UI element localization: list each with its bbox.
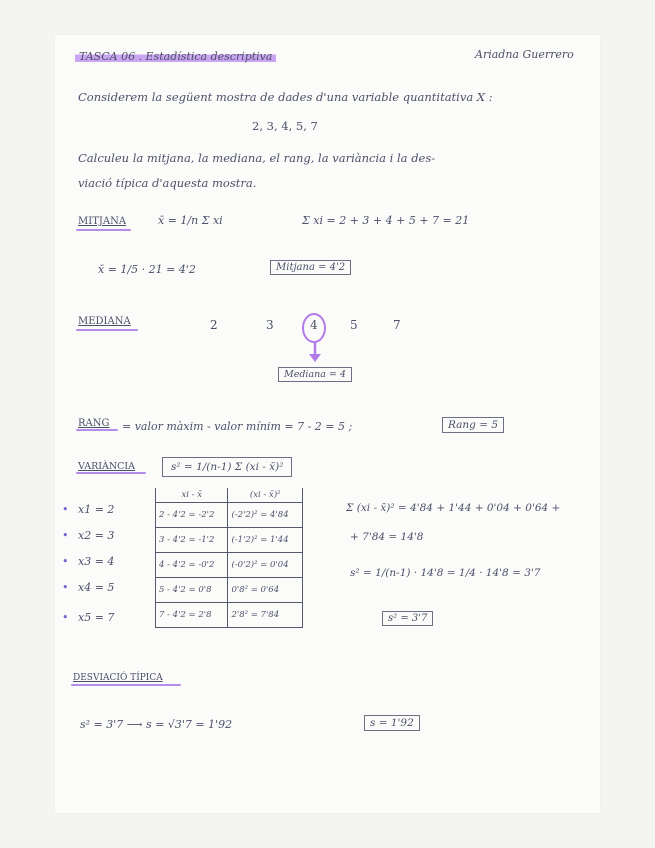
sample-value-label: x2 = 3	[78, 529, 115, 542]
table-row	[156, 578, 303, 603]
author-name: Ariadna Guerrero	[475, 48, 574, 61]
variancia-calc: s² = 1/(n-1) · 14'8 = 1/4 · 14'8 = 3'7	[350, 567, 541, 579]
intro-line-2: Calculeu la mitjana, la mediana, el rang, la variància i la des-	[78, 151, 436, 165]
page-title: TASCA 06 . Estadística descriptiva	[75, 50, 276, 63]
mitjana-formula: x̄ = 1/n Σ xi	[158, 214, 223, 227]
mitjana-calc: x̄ = 1/5 · 21 = 4'2	[98, 263, 196, 276]
rang-heading: RANG	[78, 418, 110, 429]
variancia-heading: VARIÀNCIA	[78, 461, 136, 472]
sample-value-label: x3 = 4	[78, 555, 115, 568]
sample-value-label: x1 = 2	[78, 503, 115, 516]
desviacio-heading: DESVIACIÓ TÍPICA	[73, 673, 163, 683]
deviation-cell: 3 - 4'2 = -1'2	[156, 528, 228, 553]
bullet-icon: •	[62, 555, 69, 568]
median-value-highlighted: 4	[310, 318, 318, 332]
mediana-heading: MEDIANA	[78, 316, 131, 327]
variancia-sum-line-2: + 7'84 = 14'8	[350, 531, 424, 543]
mediana-underline	[76, 329, 138, 331]
table-row	[156, 528, 303, 553]
sample-data: 2, 3, 4, 5, 7	[252, 119, 318, 133]
mitjana-result-box: Mitjana = 4'2	[270, 260, 351, 275]
desviacio-underline	[71, 684, 181, 686]
intro-line-3: viació típica d'aquesta mostra.	[78, 176, 257, 190]
squared-cell: 2'8² = 7'84	[228, 603, 303, 628]
deviation-cell: 2 - 4'2 = -2'2	[156, 503, 228, 528]
intro-line-1: Considerem la següent mostra de dades d'una variable quantitativa X :	[78, 90, 493, 104]
deviation-cell: 5 - 4'2 = 0'8	[156, 578, 228, 603]
median-value: 5	[350, 318, 358, 332]
mediana-result-box: Mediana = 4	[278, 367, 352, 382]
table-header-squared: (xi - x̄)²	[228, 488, 303, 503]
squared-cell: (-0'2)² = 0'04	[228, 553, 303, 578]
variancia-result-box: s² = 3'7	[382, 611, 433, 626]
table-row	[156, 603, 303, 628]
sample-value-label: x5 = 7	[78, 611, 115, 624]
table-row	[156, 503, 303, 528]
bullet-icon: •	[62, 529, 69, 542]
sample-value-label: x4 = 5	[78, 581, 115, 594]
down-arrow-icon	[305, 341, 325, 365]
squared-cell: (-1'2)² = 1'44	[228, 528, 303, 553]
rang-result-box: Rang = 5	[442, 417, 504, 433]
variancia-formula-box: s² = 1/(n-1) Σ (xi - x̄)²	[162, 457, 292, 477]
table-header-deviation: xi - x̄	[156, 488, 228, 503]
deviation-table	[155, 488, 303, 628]
bullet-icon: •	[62, 611, 69, 624]
deviation-cell: 7 - 4'2 = 2'8	[156, 603, 228, 628]
median-value: 2	[210, 318, 218, 332]
median-value: 3	[266, 318, 274, 332]
variancia-sum-line-1: Σ (xi - x̄)² = 4'84 + 1'44 + 0'04 + 0'64 +	[346, 502, 561, 514]
mitjana-heading: MITJANA	[78, 216, 127, 227]
desviacio-result-box: s = 1'92	[364, 715, 420, 731]
bullet-icon: •	[62, 581, 69, 594]
bullet-icon: •	[62, 503, 69, 516]
mitjana-sum: Σ xi = 2 + 3 + 4 + 5 + 7 = 21	[302, 214, 470, 227]
variancia-underline	[76, 472, 146, 474]
rang-formula: = valor màxim - valor mínim = 7 - 2 = 5 ;	[122, 420, 353, 433]
mitjana-underline	[76, 229, 131, 231]
desviacio-calc: s² = 3'7 ⟶ s = √3'7 = 1'92	[80, 718, 233, 731]
table-row	[156, 553, 303, 578]
squared-cell: (-2'2)² = 4'84	[228, 503, 303, 528]
squared-cell: 0'8² = 0'64	[228, 578, 303, 603]
rang-underline	[76, 429, 118, 431]
deviation-cell: 4 - 4'2 = -0'2	[156, 553, 228, 578]
median-value: 7	[393, 318, 401, 332]
